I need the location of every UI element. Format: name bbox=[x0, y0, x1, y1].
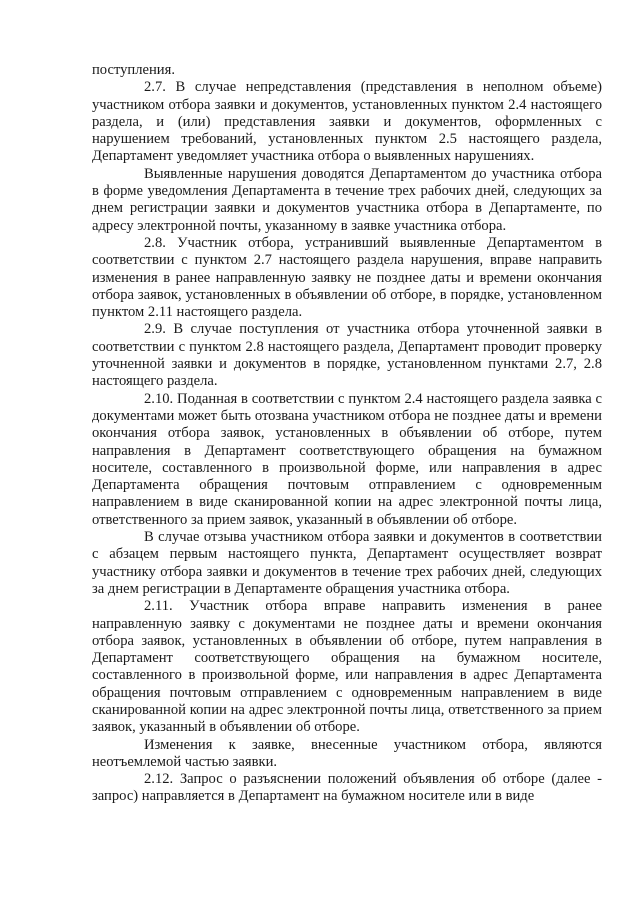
paragraph-2-7-violations: Выявленные нарушения доводятся Департаментом до участника отбора в форме уведомления Департамента в течение трех рабочих дней, следующих за днем регистрации заявки и документов участника отбора в Департаменте, по адресу электронной почты, указанному в заявке участника отбора. bbox=[92, 165, 602, 234]
paragraph-2-8: 2.8. Участник отбора, устранивший выявленные Департаментом в соответствии с пунктом 2.7 настоящего раздела нарушения, вправе направить изменения в ранее направленную заявку не позднее даты и времени окончания отбора заявок, установленных в объявлении об отборе, в порядке, установленном пунктом 2.11 настоящего раздела. bbox=[92, 234, 602, 321]
paragraph-2-10: 2.10. Поданная в соответствии с пунктом 2.4 настоящего раздела заявка с документами может быть отозвана участником отбора не позднее даты и времени окончания отбора заявок, установленных в объявлении об отборе, путем направления в Департамент соответствующего обращения на бумажном носителе, составленного в произвольной форме, или направления в адрес Департамента обращения почтовым отправлением с одновременным направлением в виде сканированной копии на адрес электронной почты лица, ответственного за прием заявок, указанный в объявлении об отборе. bbox=[92, 390, 602, 528]
paragraph-2-12: 2.12. Запрос о разъяснении положений объявления об отборе (далее - запрос) направляется в Департамент на бумажном носителе или в виде bbox=[92, 771, 602, 805]
paragraph-2-7: 2.7. В случае непредставления (представления в неполном объеме) участником отбора заявки и документов, установленных пунктом 2.4 настоящего раздела, и (или) представления заявки и документов, оформленных с нарушением требований, установленных пунктом 2.5 настоящего раздела, Департамент уведомляет участника отбора о выявленных нарушениях. bbox=[92, 79, 602, 165]
paragraph-continuation: поступления. bbox=[92, 62, 175, 78]
paragraph-2-9: 2.9. В случае поступления от участника отбора уточненной заявки в соответствии с пунктом 2.8 настоящего раздела, Департамент проводит проверку уточненной заявки и документов в порядке, установленном пунктами 2.7, 2.8 настоящего раздела. bbox=[92, 321, 602, 390]
paragraph-2-11: 2.11. Участник отбора вправе направить изменения в ранее направленную заявку с документами не позднее даты и времени окончания отбора заявок, установленных в объявлении об отборе, путем направления в Департамент соответствующего обращения на бумажном носителе, составленного в произвольной форме, или направления в адрес Департамента обращения почтовым отправлением с одновременным направлением в виде сканированной копии на адрес электронной почты лица, ответственного за прием заявок, указанный в объявлении об отборе. bbox=[92, 598, 602, 736]
paragraph-2-11-changes: Изменения к заявке, внесенные участником отбора, являются неотъемлемой частью заявки. bbox=[92, 736, 602, 770]
paragraph-2-10-withdrawal: В случае отзыва участником отбора заявки и документов в соответствии с абзацем первым настоящего пункта, Департамент осуществляет возврат участнику отбора заявки и документов в течение трех рабочих дней, следующих за днем регистрации в Департаменте обращения участника отбора. bbox=[92, 529, 602, 597]
document-body bbox=[92, 62, 602, 806]
